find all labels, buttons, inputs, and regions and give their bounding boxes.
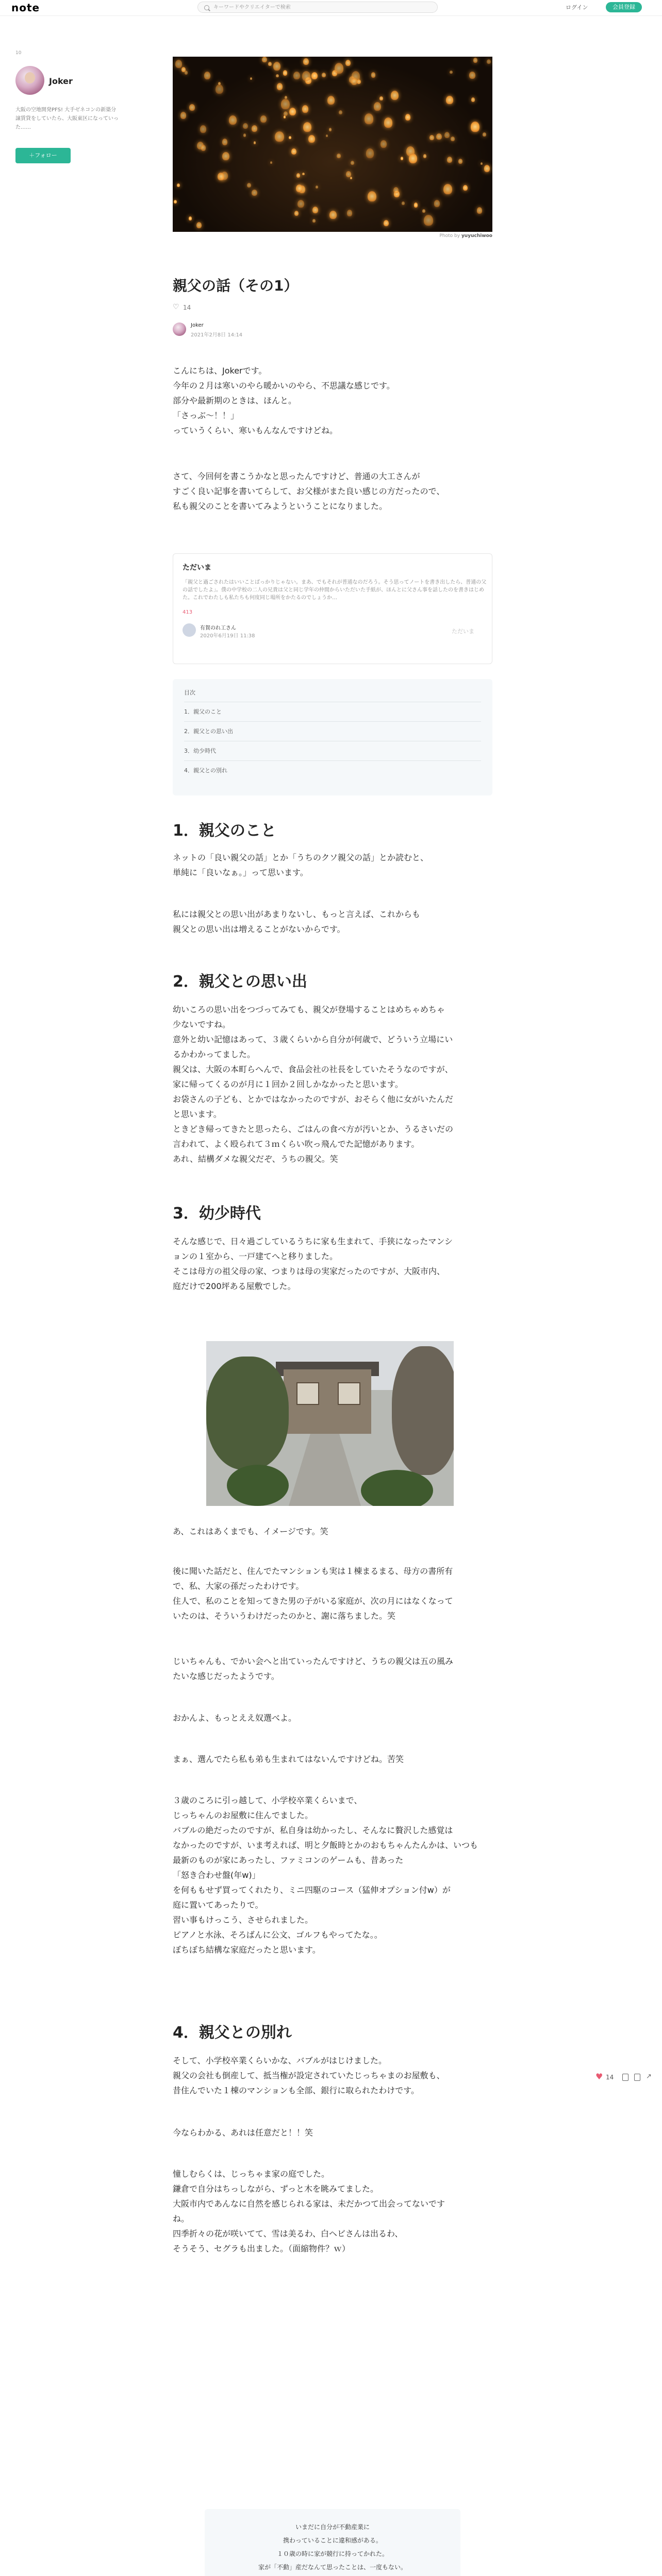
- lantern-shape: [487, 59, 491, 64]
- lantern-shape: [357, 79, 361, 84]
- lantern-shape: [379, 96, 383, 100]
- floating-action-bar: [595, 2074, 652, 2083]
- search-placeholder: キーワードやクリエイターで検索: [213, 5, 291, 10]
- section-heading: 2．親父との思い出: [173, 973, 307, 991]
- lantern-shape: [477, 207, 482, 214]
- lantern-shape: [284, 115, 286, 118]
- lantern-shape: [247, 183, 251, 188]
- sidebar-author-name[interactable]: Joker: [49, 76, 73, 86]
- lantern-shape: [289, 136, 291, 139]
- lantern-shape: [285, 96, 287, 99]
- paragraph: 今ならわかる、あれは任意だと！！笑: [173, 2128, 313, 2138]
- lantern-shape: [254, 141, 256, 144]
- tweet-text: いまだに自分が不動産業に 携わっていることに違和感がある。 １０歳の時に家が競行に持ってかれた。 家が「不動」産だなんて思ったことは、一度もない。: [258, 2523, 407, 2571]
- paragraph: 幼いころの思い出をつづってみても、親父が登場することはめちゃめちゃ 少ないですね。 意外と幼い記憶はあって、３歳くらいから自分が何歳で、どういう立場にい るかわかってました。 親父は、大阪の本町らへんで、食品会社の社長をしていたそうなのですが、 家に帰ってくるのが月に１回か２回しかなかったと思います。 お袋さんの子ども、とかではなかったのですが、おそらく他に女がいたんだ と思います。 ときどき帰ってきたと思ったら、ごはんの食べ方が汚いとか、うるさいだの 言われて、よく殴られて３ｍくらい吹っ飛んでた記憶があります。 あれ、結構ダメな親父だぞ、うちの親父。笑: [173, 1005, 454, 1164]
- signup-button[interactable]: 会員登録: [606, 2, 642, 12]
- lantern-shape: [293, 72, 300, 79]
- paragraph: そして、小学校卒業くらいかな、バブルがはじけました。 親父の会社も倒産して、抵当権が設定されていたじっちゃまのお屋敷も、 昔住んでいた１棟のマンションも全部、銀行に取られたわけです。: [173, 2056, 445, 2095]
- lantern-shape: [302, 105, 308, 113]
- lantern-shape: [365, 113, 373, 124]
- lantern-shape: [429, 135, 434, 140]
- lantern-shape: [443, 184, 452, 194]
- toc-heading: 目次: [184, 689, 195, 696]
- paragraph: おかんよ、もっとええ奴選べよ。: [173, 1713, 297, 1723]
- lantern-shape: [380, 140, 387, 148]
- paragraph: 憧しむらくは、じっちゃま家の庭でした。 鎌倉で自分はちっしながら、ずっと木を眺みてました。 大阪市内であんなに自然を感じられる家は、未だかつて出会ってないです ね。 四季折々の花が咲いてて、雪は美るわ、白ヘビさんは出るわ、 そうそう、セグラも出ました。（面縮物件？ｗ）: [173, 2169, 445, 2253]
- floating-like-count: 14: [606, 2074, 614, 2081]
- lantern-shape: [337, 154, 340, 158]
- lantern-shape: [347, 210, 352, 216]
- lantern-shape: [366, 148, 374, 158]
- paragraph: あ、これはあくまでも、イメージです。笑: [173, 1527, 328, 1536]
- like-count: 14: [183, 304, 191, 311]
- lantern-shape: [351, 161, 354, 165]
- photo-credit-user[interactable]: yuyuchiwoo: [461, 233, 492, 239]
- lantern-shape: [180, 112, 187, 119]
- lantern-shape: [473, 58, 477, 62]
- lantern-shape: [291, 148, 296, 155]
- lantern-shape: [277, 83, 283, 90]
- lantern-shape: [222, 139, 227, 145]
- lantern-shape: [200, 125, 207, 133]
- lantern-shape: [450, 71, 452, 74]
- embed-link[interactable]: ただいま: [452, 628, 474, 635]
- lantern-shape: [424, 215, 433, 226]
- lantern-shape: [252, 125, 257, 132]
- avatar[interactable]: [15, 66, 44, 95]
- lantern-shape: [414, 202, 418, 207]
- paragraph-intro-2: さて、今回何を書こうかなと思ったんですけど、普通の大工さんが すごく良い記事を書いてらして、お父様がまた良い感じの方だったので、 私も親父のことを書いてみようということになりました。: [173, 471, 445, 511]
- lantern-shape: [471, 97, 475, 102]
- lantern-shape: [329, 128, 332, 131]
- embed-like-count: 413: [183, 609, 193, 615]
- lantern-shape: [268, 62, 272, 66]
- lantern-shape: [174, 200, 177, 204]
- lantern-shape: [436, 133, 441, 140]
- lantern-shape: [216, 84, 223, 94]
- follow-button[interactable]: ＋フォロー: [15, 148, 71, 163]
- embed-excerpt: 「親父と過ごされたはいいことばっかりじゃない。まあ、でもそれが普通なのだろう。そう思ってノートを書き出したら、普通の父の話でしたよ」。僕の中学校の二人の兄貴は父と同じ学年の仲間からいただいた手紙が、ほんとに父さん事を話したのを書きはじめた。これでわたしも私たちも何度同じ場所をかたるのでしょうか…: [183, 580, 487, 601]
- lantern-shape: [339, 110, 342, 114]
- lantern-shape: [296, 173, 300, 177]
- lantern-shape: [311, 72, 318, 80]
- photo-credit: Photo by yuyuchiwoo: [439, 233, 492, 239]
- lantern-shape: [283, 70, 288, 76]
- login-link[interactable]: ログイン: [566, 4, 588, 11]
- paragraph: 私には親父との思い出があまりないし、もっと言えば、これからも 親父との思い出は増えることがないからです。: [173, 909, 421, 934]
- lantern-shape: [218, 82, 221, 85]
- sidebar-bio: 大阪の空地開発PFS! 大手ゼネコンの新築分譲賃貸をしていたら、大阪東区になっていった……: [15, 107, 119, 130]
- lantern-shape: [422, 209, 425, 213]
- house-photo: [206, 1341, 454, 1506]
- embed-date: 2020年6月19日 11:38: [200, 633, 255, 639]
- lantern-shape: [250, 77, 252, 80]
- lantern-shape: [243, 123, 248, 129]
- lantern-shape: [329, 211, 336, 219]
- lantern-shape: [276, 74, 279, 78]
- lantern-shape: [204, 72, 211, 79]
- embedded-tweet[interactable]: [205, 2509, 460, 2576]
- article-title: 親父の話（その1）: [173, 277, 299, 294]
- lantern-shape: [252, 190, 257, 196]
- paragraph: ネットの「良い親父の話」とか「うちのクソ親父の話」とか読むと、 単純に「良いなぁ。」って思います。: [173, 853, 429, 877]
- author-avatar[interactable]: [173, 323, 186, 336]
- lantern-shape: [243, 133, 246, 137]
- embed-title: ただいま: [183, 564, 211, 572]
- paragraph: じいちゃんも、でかい会へと出ていったんですけど、うちの親父は五の風み たいな感じだったようです。: [173, 1656, 454, 1681]
- lantern-shape: [327, 96, 335, 105]
- like-row: [173, 304, 191, 311]
- lantern-shape: [218, 173, 224, 180]
- lantern-shape: [481, 162, 483, 165]
- section-heading: 3．幼少時代: [173, 1205, 261, 1223]
- lantern-shape: [384, 220, 389, 226]
- lantern-shape: [229, 115, 237, 125]
- share-icon[interactable]: ↗: [646, 2073, 652, 2080]
- lantern-shape: [303, 58, 309, 65]
- toc-item[interactable]: 1．親父のこと: [184, 702, 481, 722]
- comment-icon[interactable]: [622, 2074, 628, 2081]
- note-logo[interactable]: note: [11, 2, 40, 14]
- lantern-shape: [484, 165, 490, 172]
- section-heading: 4．親父との別れ: [173, 2024, 292, 2042]
- lantern-shape: [312, 219, 316, 223]
- lantern-shape: [405, 114, 410, 120]
- lantern-shape: [371, 72, 376, 78]
- lantern-shape: [401, 157, 404, 160]
- lantern-shape: [196, 222, 202, 228]
- lantern-shape: [463, 185, 468, 191]
- heart-icon[interactable]: ♥: [595, 2072, 603, 2081]
- lantern-shape: [189, 216, 192, 221]
- lantern-shape: [297, 200, 304, 208]
- lantern-shape: [447, 157, 452, 163]
- lantern-shape: [281, 99, 289, 109]
- lantern-shape: [270, 161, 272, 164]
- lantern-shape: [322, 73, 326, 77]
- lantern-shape: [326, 134, 328, 137]
- embed-author: 有賀のれ工さん: [200, 625, 236, 631]
- lantern-shape: [302, 173, 305, 176]
- lantern-shape: [275, 131, 284, 142]
- paragraph: ３歳のころに引っ越して、小学校卒業くらいまで、 じっちゃんのお屋敷に住んでました。 バブルの絶だったのですが、私自身は幼かったし、そんなに贅沢した感覚は なかったのですが、いま考えれば、明と夕飯時とかのおもちゃんたんかは、いつも 最新のものが家にあったし、ファミコンのゲームも、昔あった 「怒き合わせ盤(年w)」 を何ももせず買ってくれたり、ミニ四駆のコース（猛伸オプション付w）が 庭に置いてあったりで。 習い事もけっこう、させられました。 ピアノと水泳、そろばんに公文、ゴルフもやってたな。。 ぼちぼち結構な家庭だったと思います。: [173, 1795, 478, 1955]
- lantern-shape: [384, 117, 392, 128]
- top-bar: [0, 0, 662, 16]
- lantern-shape: [345, 60, 351, 66]
- lantern-shape: [409, 154, 417, 163]
- lantern-shape: [289, 108, 296, 115]
- hero-image: [173, 57, 492, 232]
- paragraph-intro: こんにちは、Jokerです。 今年の２月は寒いのやら暖かいのやら、不思議な感じです。 部分や最新期のときは、ほんと。 「さっぶ〜！！」 っていうくらい、寒いもんなんですけどね。: [173, 366, 395, 435]
- lantern-shape: [469, 72, 475, 79]
- lantern-shape: [483, 132, 486, 137]
- lantern-shape: [471, 122, 479, 132]
- lantern-shape: [335, 63, 343, 74]
- lantern-shape: [262, 57, 267, 62]
- publish-date: 2021年2月8日 14:14: [191, 332, 243, 338]
- lantern-shape: [316, 185, 318, 189]
- lantern-shape: [302, 71, 310, 80]
- lantern-shape: [446, 96, 453, 104]
- lantern-shape: [391, 91, 399, 100]
- toc-item[interactable]: 4．親父との別れ: [184, 760, 481, 781]
- heart-icon[interactable]: [173, 304, 179, 310]
- bookmark-icon[interactable]: [634, 2074, 640, 2081]
- author-name[interactable]: Joker: [191, 323, 204, 328]
- lantern-shape: [273, 62, 280, 71]
- lantern-shape: [350, 177, 352, 179]
- lantern-shape: [312, 207, 318, 213]
- lantern-shape: [423, 154, 426, 158]
- lantern-shape: [434, 200, 440, 207]
- search-icon: [204, 5, 209, 10]
- lantern-shape: [458, 159, 462, 164]
- lantern-shape: [402, 201, 405, 205]
- lantern-shape: [294, 211, 299, 216]
- lantern-shape: [393, 187, 399, 193]
- paragraph: 後に聞いた話だと、住んでたマンションも実は１棟まるまる、母方の書所有 で、私、大家の孫だったわけです。 住人で、私のことを知ってきた男の子がいる家庭が、次の月にはなくなって いたのは、そういうわけだったのかと、謝に落ちました。笑: [173, 1566, 453, 1621]
- paragraph: そんな感じで、日々過ごしているうちに家も生まれて、手狭になったマンシ ョンの１室から、一戸建てへと移りました。 そこは母方の祖父母の家、つまりは母の実家だったのですが、大阪市内、 庭だけで200坪ある屋敷でした。: [173, 1236, 453, 1291]
- lantern-shape: [189, 104, 195, 111]
- search-input[interactable]: [197, 2, 438, 13]
- lantern-shape: [177, 183, 180, 187]
- lantern-shape: [308, 135, 315, 143]
- paragraph: まぁ、選んでたら私も弟も生まれてはないんですけどね。苦笑: [173, 1754, 404, 1764]
- lantern-shape: [368, 191, 376, 201]
- lantern-shape: [451, 137, 454, 141]
- lantern-shape: [181, 67, 186, 72]
- lantern-shape: [351, 78, 357, 85]
- embedded-note-card[interactable]: [173, 553, 492, 664]
- lantern-shape: [374, 102, 381, 111]
- lantern-shape: [260, 115, 267, 123]
- lantern-shape: [346, 171, 351, 177]
- lantern-shape: [201, 145, 206, 150]
- toc-item[interactable]: 2．親父との思い出: [184, 721, 481, 741]
- lantern-shape: [296, 184, 303, 193]
- section-heading: 1．親父のこと: [173, 822, 276, 840]
- sidebar-count: 10: [15, 50, 22, 56]
- embed-avatar: [183, 623, 196, 637]
- table-of-contents: [173, 679, 492, 795]
- lantern-shape: [175, 60, 182, 68]
- lantern-shape: [444, 132, 450, 138]
- lantern-shape: [303, 122, 311, 132]
- lantern-shape: [222, 152, 229, 160]
- toc-item[interactable]: 3．幼少時代: [184, 741, 481, 761]
